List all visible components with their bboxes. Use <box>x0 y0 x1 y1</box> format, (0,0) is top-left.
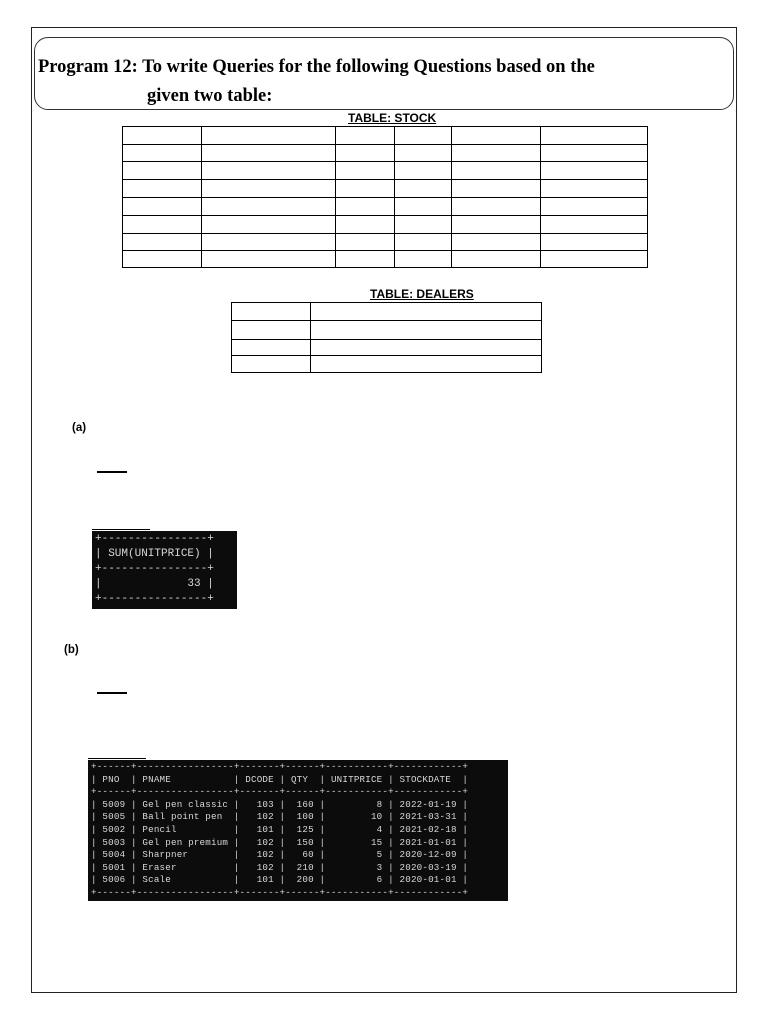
stock-table-cell <box>123 127 202 145</box>
dealers-table-cell <box>311 321 542 340</box>
stock-table-cell <box>202 180 336 198</box>
question_a-line: +----------------+ <box>95 563 214 575</box>
dealers-table-caption: TABLE: DEALERS <box>370 287 474 301</box>
stock-table-row <box>123 216 648 234</box>
dealers-table-cell <box>232 356 311 373</box>
dealers-table-cell <box>232 303 311 321</box>
stock-table-cell <box>394 127 451 145</box>
question_a-line: | SUM(UNITPRICE) | <box>95 548 214 560</box>
stock-table-cell <box>540 127 647 145</box>
stock-table <box>122 126 648 268</box>
stock-table-cell <box>336 251 394 268</box>
question_b-line: | 5005 | Ball point pen | 102 | 100 | 10 | 2021-03-31 | <box>91 811 469 823</box>
stock-table-row <box>123 162 648 180</box>
stock-table-cell <box>336 127 394 145</box>
program-title: Program 12: To write Queries for the following Questions based on the <box>38 57 595 77</box>
query-b-output-console <box>88 760 508 901</box>
stock-table-cell <box>451 198 540 216</box>
stock-table-row <box>123 234 648 251</box>
dealers-table-row <box>232 356 542 373</box>
stock-table-cell <box>394 180 451 198</box>
stock-table-row <box>123 127 648 145</box>
stock-table-cell <box>336 145 394 162</box>
question_b-line: +------+-----------------+-------+------+-----------+------------+ <box>91 786 469 798</box>
stock-table-cell <box>451 251 540 268</box>
stock-table-cell <box>394 162 451 180</box>
stock-table-cell <box>394 251 451 268</box>
stock-table-cell <box>202 127 336 145</box>
stock-table-cell <box>123 162 202 180</box>
stock-table-cell <box>336 162 394 180</box>
stock-table-cell <box>202 198 336 216</box>
output-b-underline <box>88 758 146 759</box>
stock-table-cell <box>123 216 202 234</box>
program-subtitle: given two table: <box>147 86 273 106</box>
stock-table-cell <box>336 216 394 234</box>
stock-table-cell <box>123 145 202 162</box>
question_a-line: +----------------+ <box>95 593 214 605</box>
stock-table-cell <box>394 145 451 162</box>
query-a-output-console <box>92 531 237 609</box>
stock-table-cell <box>451 234 540 251</box>
stock-table-cell <box>540 145 647 162</box>
stock-table-cell <box>394 216 451 234</box>
dealers-table-cell <box>311 303 542 321</box>
question_b-line: | 5002 | Pencil | 101 | 125 | 4 | 2021-02-18 | <box>91 823 469 835</box>
dealers-table-row <box>232 340 542 356</box>
stock-table-cell <box>336 180 394 198</box>
question_b-line: | 5009 | Gel pen classic | 103 | 160 | 8 | 2022-01-19 | <box>91 798 469 810</box>
question_a-line: +----------------+ <box>95 533 214 545</box>
dealers-table-cell <box>311 356 542 373</box>
stock-table-cell <box>451 216 540 234</box>
stock-table-cell <box>394 198 451 216</box>
question_b-line: | 5006 | Scale | 101 | 200 | 6 | 2020-01-01 | <box>91 874 469 886</box>
question_b-line: +------+-----------------+-------+------+-----------+------------+ <box>91 886 469 898</box>
stock-table-row <box>123 198 648 216</box>
stock-table-cell <box>540 180 647 198</box>
stock-table-cell <box>451 145 540 162</box>
question_b-line: | 5001 | Eraser | 102 | 210 | 3 | 2020-03-19 | <box>91 861 469 873</box>
question_b-line: | 5004 | Sharpner | 102 | 60 | 5 | 2020-12-09 | <box>91 849 469 861</box>
stock-table-cell <box>202 251 336 268</box>
question_b-line: | PNO | PNAME | DCODE | QTY | UNITPRICE | STOCKDATE | <box>91 773 469 785</box>
dealers-table <box>231 302 542 373</box>
dealers-table-cell <box>311 340 542 356</box>
dealers-table-cell <box>232 321 311 340</box>
stock-table-cell <box>123 251 202 268</box>
query-a-underline <box>97 471 127 473</box>
stock-table-row <box>123 251 648 268</box>
stock-table-cell <box>202 145 336 162</box>
stock-table-caption: TABLE: STOCK <box>348 111 437 125</box>
question_b-line: | 5003 | Gel pen premium | 102 | 150 | 15 | 2021-01-01 | <box>91 836 469 848</box>
stock-table-row <box>123 145 648 162</box>
stock-table-cell <box>202 216 336 234</box>
stock-table-cell <box>123 198 202 216</box>
stock-table-cell <box>202 234 336 251</box>
stock-table-cell <box>394 234 451 251</box>
output-a-underline <box>92 529 150 530</box>
stock-table-cell <box>202 162 336 180</box>
stock-table-cell <box>451 180 540 198</box>
stock-table-cell <box>540 234 647 251</box>
dealers-table-row <box>232 303 542 321</box>
stock-table-cell <box>540 216 647 234</box>
stock-table-cell <box>540 162 647 180</box>
question-b-label: (b) <box>64 644 79 656</box>
query-b-underline <box>97 692 127 694</box>
stock-table-cell <box>123 234 202 251</box>
question_b-line: +------+-----------------+-------+------+-----------+------------+ <box>91 761 469 772</box>
stock-table-cell <box>540 198 647 216</box>
stock-table-row <box>123 180 648 198</box>
question_a-line: | 33 | <box>95 578 214 590</box>
stock-table-cell <box>451 127 540 145</box>
dealers-table-cell <box>232 340 311 356</box>
stock-table-cell <box>123 180 202 198</box>
question-a-label: (a) <box>72 422 87 434</box>
stock-table-cell <box>540 251 647 268</box>
dealers-table-row <box>232 321 542 340</box>
stock-table-cell <box>336 198 394 216</box>
stock-table-cell <box>336 234 394 251</box>
stock-table-cell <box>451 162 540 180</box>
